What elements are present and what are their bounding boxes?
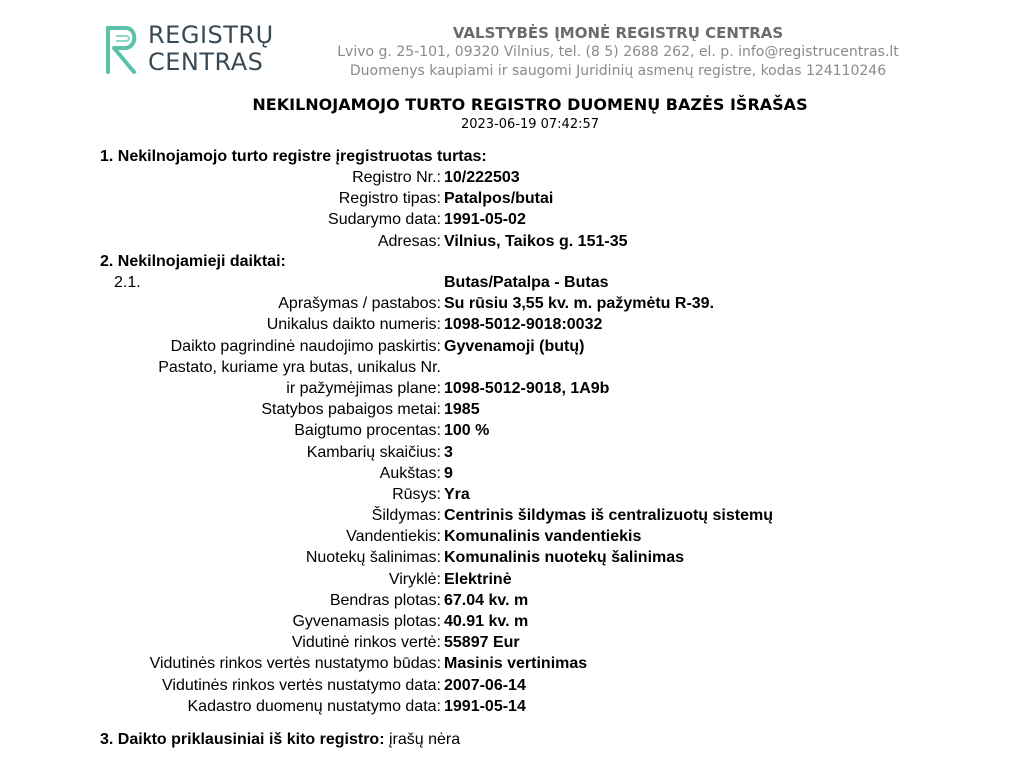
field-value: Masinis vertinimas [444, 655, 588, 673]
field-row [0, 188, 1024, 209]
field-row [0, 505, 1024, 526]
field-row [0, 463, 1024, 484]
logo-line-1: REGISTRŲ [148, 21, 274, 49]
field-label: Unikalus daikto numeris: [266, 316, 441, 334]
company-name: VALSTYBĖS ĮMONĖ REGISTRŲ CENTRAS [452, 24, 784, 42]
field-value: 1098-5012-9018:0032 [444, 316, 603, 334]
section-2-heading: 2. Nekilnojamieji daiktai: [100, 253, 286, 270]
field-value: 1985 [444, 401, 480, 419]
field-value: 1991-05-14 [444, 697, 526, 715]
field-row [0, 611, 1024, 632]
field-value: 1991-05-02 [444, 211, 526, 229]
field-label: Vidutinės rinkos vertės nustatymo būdas: [149, 655, 441, 673]
field-value: Vilnius, Taikos g. 151-35 [444, 232, 628, 250]
field-row [0, 653, 1024, 674]
section-3-title: 3. Daikto priklausiniai iš kito registro: [100, 731, 385, 748]
field-value: 55897 Eur [444, 634, 520, 652]
item-header-row [0, 272, 1024, 293]
section-3-text: įrašų nėra [388, 731, 461, 748]
field-value: Patalpos/butai [444, 190, 554, 208]
field-row [0, 336, 1024, 357]
field-value: 9 [444, 464, 453, 482]
field-row [0, 420, 1024, 441]
logo-wordmark [148, 22, 274, 76]
field-label: Daikto pagrindinė naudojimo paskirtis: [170, 337, 441, 355]
field-row [0, 314, 1024, 335]
field-row [0, 293, 1024, 314]
field-label: Registro Nr.: [352, 169, 441, 186]
field-value: Gyvenamoji (butų) [444, 337, 585, 355]
section-1-rows [0, 167, 1024, 252]
field-value: 67.04 kv. m [444, 591, 529, 609]
logo-r-mark-icon [104, 24, 144, 76]
field-value: 2007-06-14 [444, 676, 526, 694]
field-row [0, 484, 1024, 505]
company-address: Lvivo g. 25-101, 09320 Vilnius, tel. (8 5) 2688 262, el. p. info@registrucentras.lt [337, 44, 899, 60]
field-value: Komunalinis nuotekų šalinimas [444, 549, 685, 567]
field-row [0, 399, 1024, 420]
field-value: 40.91 kv. m [444, 613, 529, 630]
field-row [0, 547, 1024, 568]
field-value: Yra [444, 485, 470, 503]
company-register-note: Duomenys kaupiami ir saugomi Juridinių asmenų registre, kodas 124110246 [349, 63, 887, 79]
field-value: Su rūsiu 3,55 kv. m. pažymėtu R-39. [444, 295, 715, 313]
field-row [0, 442, 1024, 463]
field-label: Sudarymo data: [328, 211, 441, 229]
field-label: Pastato, kuriame yra butas, unikalus Nr. [158, 358, 441, 376]
field-label: ir pažymėjimas plane: [286, 379, 441, 397]
field-row [0, 632, 1024, 653]
field-row [0, 526, 1024, 547]
field-label: Šildymas: [371, 507, 441, 525]
field-label: Aukštas: [379, 464, 441, 482]
field-label: Vidutinė rinkos vertė: [291, 634, 441, 652]
field-value: Centrinis šildymas iš centralizuotų sistemų [444, 507, 773, 525]
field-label: Gyvenamasis plotas: [292, 613, 441, 630]
field-value: 10/222503 [444, 169, 520, 186]
field-label: Registro tipas: [338, 190, 441, 208]
field-row [0, 696, 1024, 717]
field-label: Vidutinės rinkos vertės nustatymo data: [162, 676, 441, 694]
document-date: 2023-06-19 07:42:57 [460, 117, 600, 132]
field-label: Rūsys: [392, 485, 441, 503]
field-value: 3 [444, 443, 453, 461]
registru-centras-logo [104, 22, 284, 82]
section-2-rows [0, 272, 1024, 717]
item-index: 2.1. [114, 274, 141, 291]
field-row [0, 357, 1024, 378]
logo-line-2: CENTRAS [148, 48, 264, 76]
field-label: Viryklė: [388, 570, 441, 588]
field-value: Komunalinis vandentiekis [444, 528, 642, 546]
item-title: Butas/Patalpa - Butas [444, 274, 609, 291]
field-value: Elektrinė [444, 570, 512, 588]
field-label: Statybos pabaigos metai: [261, 401, 441, 419]
field-value: 100 % [444, 422, 490, 440]
field-row [0, 167, 1024, 188]
field-label: Nuotekų šalinimas: [305, 549, 441, 567]
field-label: Adresas: [377, 232, 441, 250]
field-label: Kadastro duomenų nustatymo data: [187, 697, 441, 715]
field-row [0, 378, 1024, 399]
field-label: Baigtumo procentas: [294, 422, 441, 440]
field-row [0, 675, 1024, 696]
field-row [0, 231, 1024, 252]
field-row [0, 590, 1024, 611]
field-label: Kambarių skaičius: [306, 443, 441, 461]
section-3-heading [100, 729, 460, 750]
section-1-heading: 1. Nekilnojamojo turto registre įregistruotas turtas: [100, 148, 487, 165]
field-label: Vandentiekis: [346, 528, 441, 546]
field-row [0, 209, 1024, 230]
document-title: NEKILNOJAMOJO TURTO REGISTRO DUOMENŲ BAZĖS IŠRAŠAS [252, 95, 808, 114]
field-value: 1098-5012-9018, 1A9b [444, 379, 610, 397]
field-row [0, 569, 1024, 590]
field-label: Aprašymas / pastabos: [278, 295, 441, 313]
field-label: Bendras plotas: [329, 591, 441, 609]
